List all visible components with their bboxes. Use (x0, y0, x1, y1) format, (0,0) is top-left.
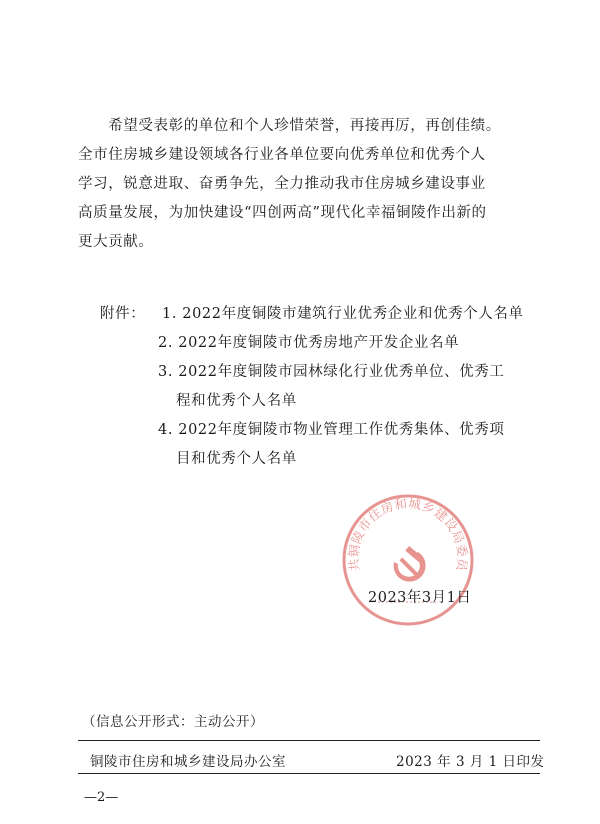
body-line: 全市住房城乡建设领域各行业各单位要向优秀单位和优秀个人 (78, 147, 486, 163)
party-emblem-icon (394, 546, 426, 582)
attachment-number: 2. (158, 335, 174, 351)
attachment-title: 2022年度铜陵市建筑行业优秀企业和优秀个人名单 (182, 306, 524, 322)
attachment-item-4 (78, 416, 524, 445)
page-number: —2— (84, 790, 119, 805)
disclosure-note: （信息公开形式：主动公开） (82, 714, 264, 730)
footer-printed-date: 2023 年 3 月 1 日印发 (396, 754, 545, 770)
attachments-list (78, 300, 524, 474)
attachment-item-2 (78, 329, 524, 358)
footer-bottom-rule (78, 773, 540, 774)
body-line: 高质量发展，为加快建设“四创两高”现代化幸福铜陵作出新的 (78, 205, 487, 221)
attachment-number: 4. (158, 422, 174, 438)
attachment-item-3 (78, 358, 524, 387)
attachments-label: 附件： (100, 306, 146, 322)
issue-date: 2023年3月1日 (368, 590, 472, 606)
attachment-number: 1. (162, 306, 178, 322)
footer-office: 铜陵市住房和城乡建设局办公室 (90, 754, 286, 770)
attachment-item-3-cont: 程和优秀个人名单 (176, 393, 297, 409)
attachment-item-4-cont: 目和优秀个人名单 (176, 451, 297, 467)
body-paragraph (78, 112, 538, 257)
body-line: 更大贡献。 (78, 234, 154, 250)
official-seal (338, 490, 478, 630)
body-line: 学习，锐意进取、奋勇争先，全力推动我市住房城乡建设事业 (78, 176, 486, 192)
attachment-title: 2022年度铜陵市优秀房地产开发企业名单 (178, 335, 460, 351)
attachment-number: 3. (158, 364, 174, 380)
attachment-item-1 (78, 300, 524, 329)
attachment-title: 2022年度铜陵市物业管理工作优秀集体、优秀项 (178, 422, 505, 438)
footer-top-rule (78, 740, 540, 741)
seal-graphic (338, 490, 478, 630)
seal-text: 共铜陵市住房和城乡建设局委员 (345, 495, 471, 573)
attachment-title: 2022年度铜陵市园林绿化行业优秀单位、优秀工 (178, 364, 505, 380)
body-line: 希望受表彰的单位和个人珍惜荣誉，再接再厉，再创佳绩。 (78, 118, 501, 134)
